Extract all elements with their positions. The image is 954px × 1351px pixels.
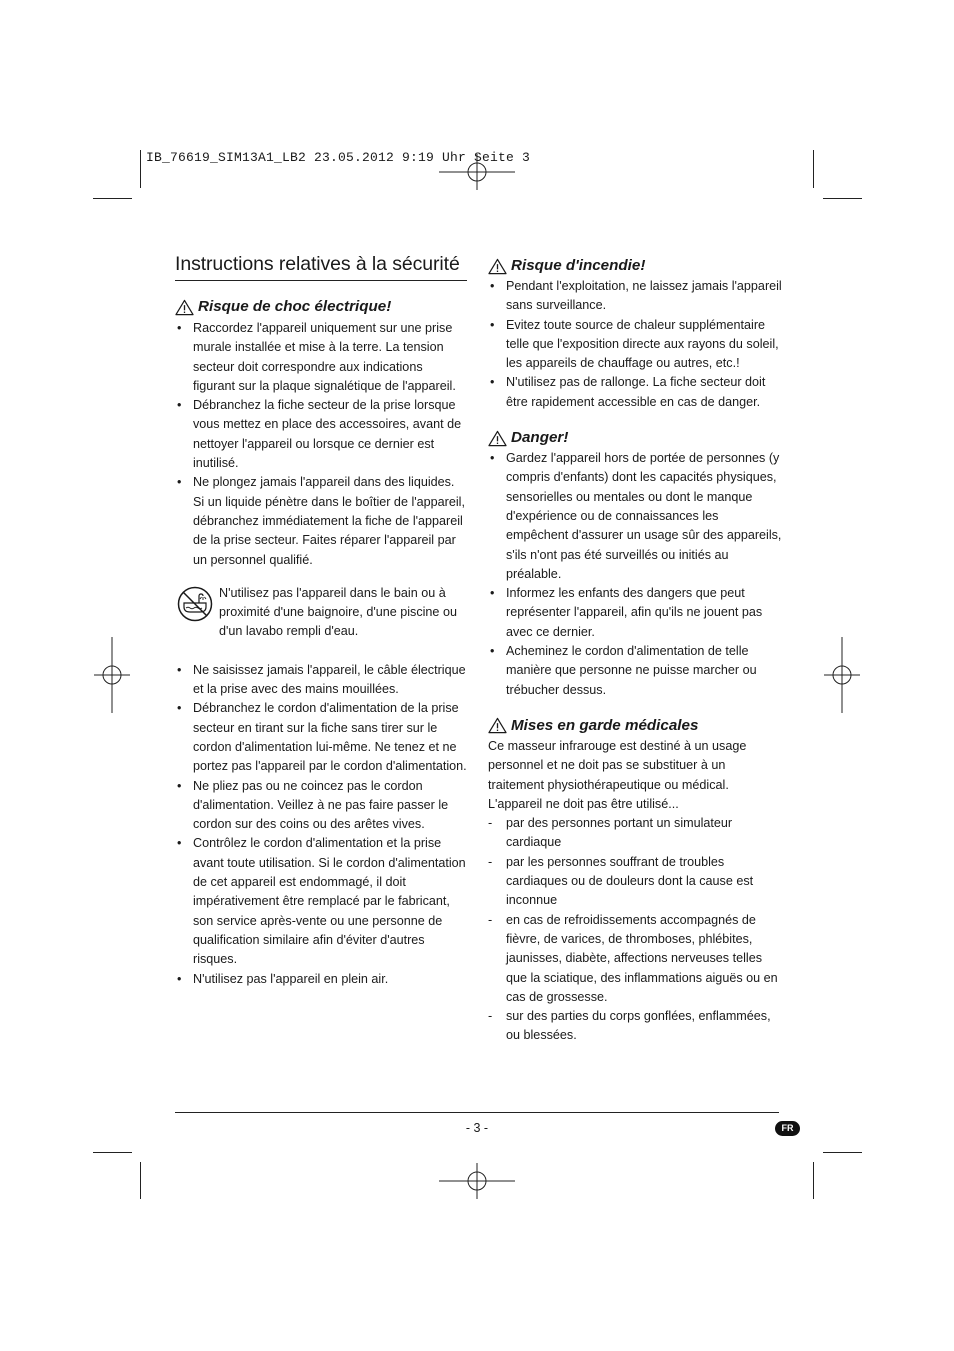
list-item: • Raccordez l'appareil uniquement sur une prise murale installée et mise à la terre. La tension secteur doit correspondre aux indications figurant sur la plaque signalétique de l'appareil. bbox=[175, 319, 467, 396]
page-title: Instructions relatives à la sécurité bbox=[175, 254, 467, 281]
list-item: • Débranchez la fiche secteur de la prise lorsque vous mettez en place des accessoires, avant de nettoyer l'appareil ou lorsque ce dernier est inutilisé. bbox=[175, 396, 467, 473]
section-heading bbox=[488, 716, 784, 736]
heading-text: Risque de choc électrique! bbox=[198, 298, 392, 315]
section-heading bbox=[488, 428, 784, 448]
list-item: • Pendant l'exploitation, ne laissez jamais l'appareil sans surveillance. bbox=[488, 277, 784, 316]
section-fire bbox=[488, 256, 784, 412]
list-item: • N'utilisez pas l'appareil en plein air. bbox=[175, 970, 467, 989]
right-column bbox=[488, 256, 784, 1046]
registration-mark-icon bbox=[804, 637, 880, 713]
crop-mark bbox=[140, 1162, 141, 1199]
print-slug: IB_76619_SIM13A1_LB2 23.05.2012 9:19 Uhr Seite 3 bbox=[146, 150, 531, 165]
list-item: • Ne saisissez jamais l'appareil, le câble électrique et la prise avec des mains mouillées. bbox=[175, 661, 467, 700]
language-badge: FR bbox=[775, 1121, 800, 1136]
section-electric bbox=[175, 297, 467, 989]
registration-mark-icon bbox=[439, 134, 515, 210]
crop-mark bbox=[93, 198, 132, 199]
warning-triangle-icon bbox=[488, 258, 507, 275]
crop-mark bbox=[813, 1162, 814, 1199]
warning-triangle-icon bbox=[488, 430, 507, 447]
registration-mark-icon bbox=[439, 1143, 515, 1219]
list-item: • Ne pliez pas ou ne coincez pas le cordon d'alimentation. Veillez à ne pas faire passer le cordon sur des coins ou des arêtes vives. bbox=[175, 777, 467, 835]
list-item: • Acheminez le cordon d'alimentation de telle manière que personne ne puisse marcher ou trébucher dessus. bbox=[488, 642, 784, 700]
heading-text: Danger! bbox=[511, 429, 569, 447]
section-danger bbox=[488, 428, 784, 700]
no-bath-icon bbox=[177, 586, 213, 622]
crop-mark bbox=[813, 150, 814, 188]
bath-warning-notice bbox=[175, 584, 467, 642]
left-column bbox=[175, 254, 467, 989]
list-item: - par des personnes portant un simulateur cardiaque bbox=[488, 814, 784, 853]
list-item: • Informez les enfants des dangers que peut représenter l'appareil, afin qu'ils ne jouent pas avec ce dernier. bbox=[488, 584, 784, 642]
warning-triangle-icon bbox=[488, 717, 507, 734]
warning-triangle-icon bbox=[175, 299, 194, 316]
list-item: • Gardez l'appareil hors de portée de personnes (y compris d'enfants) dont les capacités physiques, sensorielles ou mentales ou dont le manque d'expérience ou de connaissances les empêchent d'assurer un usage sûr des appareils, s'ils n'ont pas été surveillés ou initiés au préalable. bbox=[488, 449, 784, 584]
crop-mark bbox=[93, 1152, 132, 1153]
section-heading bbox=[175, 297, 467, 317]
heading-text: Risque d'incendie! bbox=[511, 257, 646, 274]
section-intro: Ce masseur infrarouge est destiné à un usage personnel et ne doit pas se substituer à un traitement physiothérapeutique ou médical. L'appareil ne doit pas être utilisé... bbox=[488, 738, 747, 811]
list-item: - sur des parties du corps gonflées, enflammées, ou blessées. bbox=[488, 1007, 784, 1046]
list-item: • N'utilisez pas de rallonge. La fiche secteur doit être rapidement accessible en cas de danger. bbox=[488, 373, 784, 412]
heading-text: Mises en garde médicales bbox=[511, 716, 699, 734]
list-item: - en cas de refroidissements accompagnés de fièvre, de varices, de thromboses, phlébites, jaunisses, diabète, affections nerveuses telles que la sciatique, des inflammations aiguës ou en cas de grossesse. bbox=[488, 911, 784, 1007]
footer-divider bbox=[175, 1112, 779, 1113]
crop-mark bbox=[823, 1152, 862, 1153]
notice-text: N'utilisez pas l'appareil dans le bain ou à proximité d'une baignoire, d'une piscine ou d'un lavabo rempli d'eau. bbox=[219, 585, 457, 639]
list-item: • Débranchez le cordon d'alimentation de la prise secteur en tirant sur la fiche sans tirer sur le cordon d'alimentation lui-même. Ne tenez et ne portez pas l'appareil par le cordon d'alimentation. bbox=[175, 699, 467, 776]
crop-mark bbox=[140, 150, 141, 188]
list-item: • Ne plongez jamais l'appareil dans des liquides. Si un liquide pénètre dans le boîtier de l'appareil, débranchez immédiatement la fiche de l'appareil de la prise secteur. Faites réparer l'appareil par un personnel qualifié. bbox=[175, 473, 467, 569]
list-item: • Contrôlez le cordon d'alimentation et la prise avant toute utilisation. Si le cordon d'alimentation de cet appareil est endommagé, il doit impérativement être remplacé par le fabricant, son service après-vente ou une personne de qualification similaire afin d'éviter d'autres risques. bbox=[175, 834, 467, 969]
page-number: - 3 - bbox=[465, 1121, 489, 1135]
section-medical bbox=[488, 716, 784, 1046]
list-item: • Evitez toute source de chaleur supplémentaire telle que l'exposition directe aux rayons du soleil, les appareils de chauffage ou autres, etc.! bbox=[488, 316, 784, 374]
section-heading bbox=[488, 256, 784, 276]
crop-mark bbox=[823, 198, 862, 199]
registration-mark-icon bbox=[74, 637, 150, 713]
list-item: - par les personnes souffrant de troubles cardiaques ou de douleurs dont la cause est inconnue bbox=[488, 853, 784, 911]
